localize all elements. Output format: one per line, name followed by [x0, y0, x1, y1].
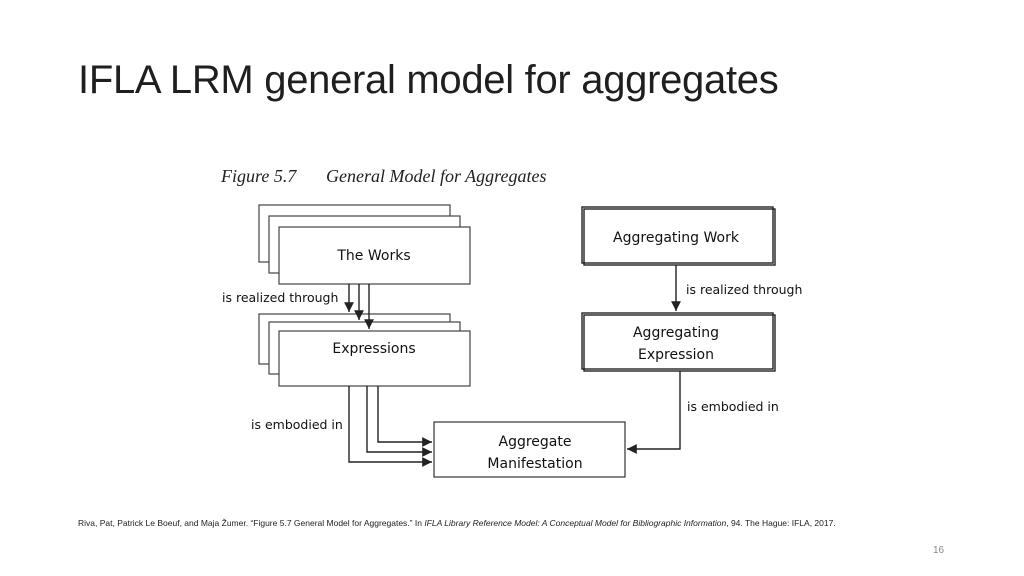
figure-caption-title: General Model for Aggregates — [326, 166, 547, 186]
agg-expression-to-manifestation-label: is embodied in — [687, 399, 779, 414]
works-to-expressions-label: is realized through — [222, 290, 339, 305]
agg-expression-to-manifestation-arrow — [627, 371, 680, 449]
svg-text:Expressions — [332, 341, 415, 357]
expressions-box — [259, 314, 470, 386]
works-box-label: The Works — [337, 248, 411, 264]
works-box — [259, 205, 470, 284]
expressions-to-manifestation-arrows — [349, 386, 432, 462]
aggregate-manifestation-label-line2: Manifestation — [487, 456, 583, 472]
aggregating-work-label: Aggregating Work — [613, 230, 739, 246]
agg-work-to-agg-expression-label: is realized through — [686, 282, 803, 297]
svg-text:Aggregating Work — [613, 230, 740, 246]
svg-text:The Works — [336, 248, 410, 264]
figure-caption-number: Figure 5.7 — [221, 166, 297, 186]
svg-text:Aggregating — [633, 325, 719, 341]
page-number: 16 — [933, 545, 945, 556]
svg-text:Manifestation — [487, 456, 582, 472]
expressions-box-label: Expressions — [332, 341, 416, 357]
expressions-to-manifestation-label: is embodied in — [251, 417, 343, 432]
citation-rest: , 94. The Hague: IFLA, 2017. — [726, 518, 836, 528]
aggregating-work-box — [582, 207, 775, 265]
slide-title: IFLA LRM general model for aggregates — [78, 58, 779, 102]
aggregate-manifestation-box — [434, 422, 625, 477]
aggregate-manifestation-label-line1: Aggregate — [498, 434, 572, 450]
citation — [78, 518, 978, 528]
aggregating-expression-label-line1: Aggregating — [632, 325, 720, 341]
citation-book-title: IFLA Library Reference Model: A Conceptual Model for Bibliographic Information — [424, 518, 727, 528]
svg-text:Aggregate — [499, 434, 572, 450]
aggregating-expression-label-line2: Expression — [638, 347, 714, 363]
aggregating-expression-box — [582, 313, 775, 371]
svg-text:Expression — [638, 347, 714, 363]
citation-authors: Riva, Pat, Patrick Le Boeuf, and Maja Žumer. “Figure 5.7 General Model for Aggregates.” In — [78, 518, 425, 528]
